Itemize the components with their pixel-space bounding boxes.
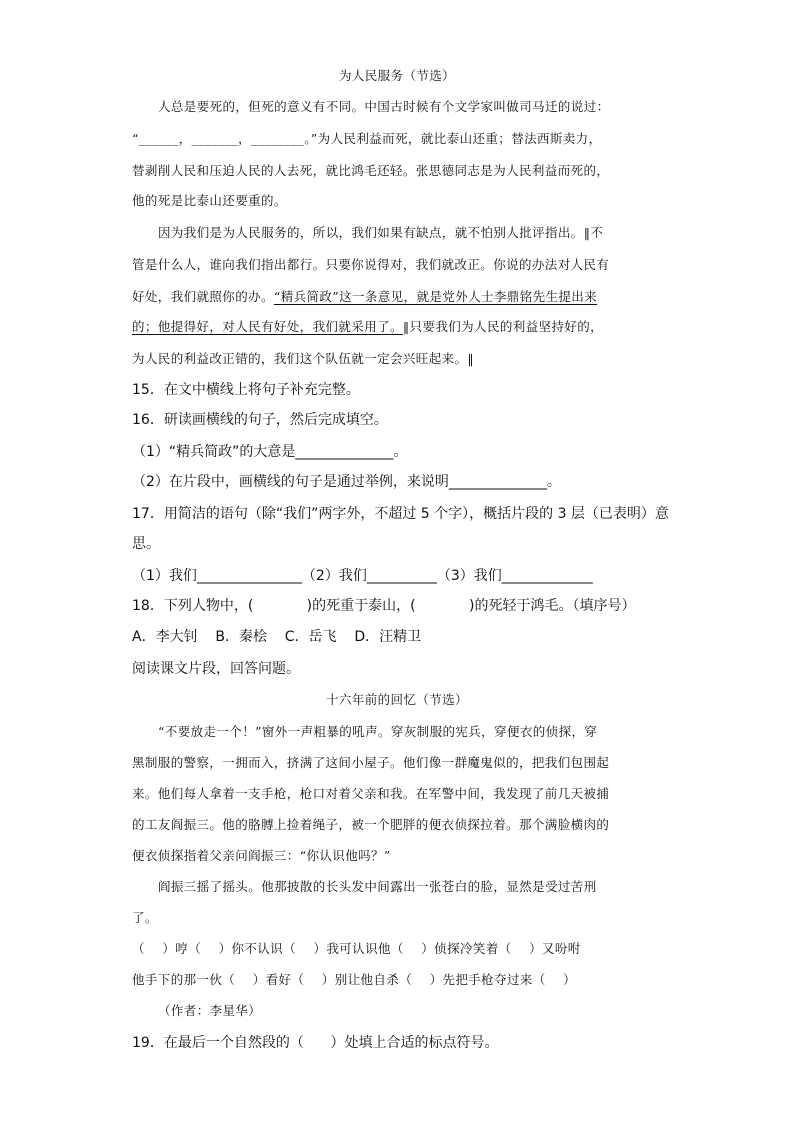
- punctuation-line: 他手下的那一伙（ ）看好（ ）别让他自杀（ ）先把手枪夺过来（ ）: [132, 972, 577, 987]
- passage-line: 来。他们每人拿着一支手枪，枪口对着父亲和我。在军警中间，我发现了前几天被捕: [132, 786, 610, 801]
- reading-instruction: 阅读课文片段，回答问题。: [132, 661, 300, 677]
- passage-text: ‖只要我们为人民的利益坚持好的，: [402, 319, 604, 334]
- question-19: 19．在最后一个自然段的（ ）处填上合适的标点符号。: [132, 1035, 499, 1051]
- passage-line: “不要放走一个！”窗外一声粗暴的吼声。穿灰制服的宪兵，穿便衣的侦探，穿: [158, 724, 598, 739]
- question-16: 16．研读画横线的句子，然后完成填空。: [132, 412, 388, 428]
- passage-line: 管是什么人，谁向我们指出都行。只要你说得对，我们就改正。你说的办法对人民有: [132, 257, 610, 272]
- question-17-cont: 思。: [132, 536, 160, 552]
- passage-line: 人总是要死的，但死的意义有不同。中国古时候有个文学家叫做司马迁的说过：: [158, 99, 610, 114]
- passage-text: 好处，我们就照你的办。: [132, 289, 274, 304]
- passage-line: [132, 317, 603, 337]
- underlined-sentence: 的；他提得好，对人民有好处，我们就采用了。: [132, 319, 403, 334]
- passage-line: 他的死是比泰山还要重的。: [132, 193, 287, 208]
- passage-line: 为人民的利益改正错的，我们这个队伍就一定会兴旺起来。‖: [132, 351, 475, 366]
- passage-line: 因为我们是为人民服务的，所以，我们如果有缺点，就不怕别人批评指出。‖不: [158, 225, 604, 240]
- passage-line: 的工友阎振三。他的胳膊上捡着绳子，被一个肥胖的便衣侦探拉着。那个满脸横肉的: [132, 817, 610, 832]
- passage-title: 十六年前的回忆（节选）: [326, 692, 468, 707]
- author-line: （作者：李星华）: [158, 1003, 262, 1018]
- question-15: 15．在文中横线上将句子补充完整。: [132, 382, 360, 398]
- passage-line: [132, 287, 597, 307]
- passage-line: 了。: [132, 910, 158, 925]
- question-17: 17．用简洁的语句（除“我们”两字外，不超过 5 个字），概括片段的 3 层（已表明）意: [132, 506, 669, 522]
- passage-line: “______，_______，________。”为人民利益而死，就比泰山还重；替法西斯卖力，: [132, 131, 602, 146]
- question-18-options: A．李大钊 B．秦桧 C．岳飞 D．汪精卫: [132, 629, 422, 645]
- passage-line: 黑制服的警察，一拥而入，挤满了这间小屋子。他们像一群魔鬼似的，把我们包围起: [132, 755, 610, 770]
- passage-title: 为人民服务（节选）: [338, 68, 456, 83]
- passage-line: 阎振三摇了摇头。他那披散的长头发中间露出一张苍白的脸，显然是受过苦刑: [158, 879, 597, 894]
- question-16-2: （2）在片段中，画横线的句子是通过举例，来说明______________。: [132, 474, 561, 490]
- punctuation-line: （ ）哼（ ）你不认识（ ）我可认识他（ ）侦探冷笑着（ ）又吩咐: [132, 941, 581, 956]
- question-18: 18．下列人物中，( )的死重于泰山，( )的死轻于鸿毛。（填序号）: [132, 598, 636, 614]
- question-17-blanks: （1）我们_______________（2）我们__________（3）我们_____________: [132, 568, 593, 584]
- passage-line: 便衣侦探指着父亲问阎振三：“你认识他吗？”: [132, 848, 391, 863]
- question-16-1: （1）“精兵简政”的大意是______________。: [132, 444, 408, 460]
- passage-line: 替剥削人民和压迫人民的人去死，就比鸿毛还轻。张思德同志是为人民利益而死的，: [132, 163, 610, 178]
- underlined-sentence: “精兵简政”这一条意见，就是党外人士李鼎铭先生提出来: [273, 289, 598, 304]
